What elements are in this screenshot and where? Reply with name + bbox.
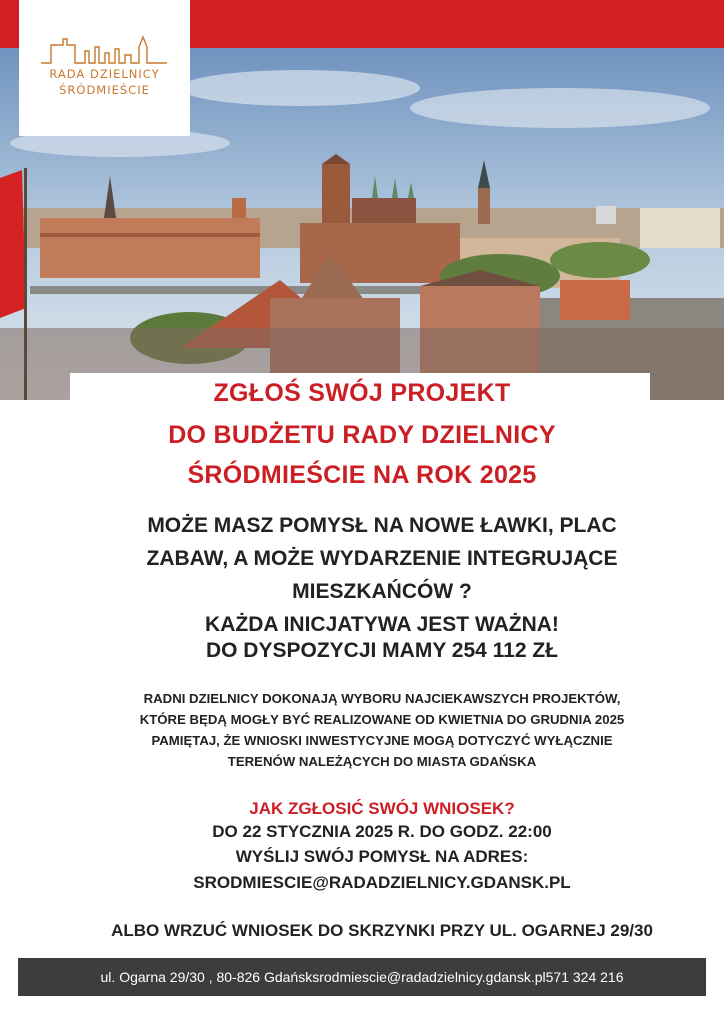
submission-email: SRODMIESCIE@RADADZIELNICY.GDANSK.PL [193,873,571,892]
budget-amount: DO DYSPOZYCJI MAMY 254 112 ZŁ [205,639,559,662]
intro-line3: MIESZKAŃCÓW ? [292,580,472,603]
footer-address: ul. Ogarna 29/30 , 80-826 Gdańsk [100,969,313,985]
city-skyline-logo-icon [41,33,167,65]
intro-line1: MOŻE MASZ POMYSŁ NA NOWE ŁAWKI, PLAC [147,514,617,537]
howto-title: JAK ZGŁOSIĆ SWÓJ WNIOSEK? [249,799,515,818]
logo-text-line1: RADA DZIELNICY [49,67,160,81]
note-line2: KTÓRE BĘDĄ MOGŁY BYĆ REALIZOWANE OD KWIETNIA DO GRUDNIA 2025 [139,712,625,727]
note-line3: PAMIĘTAJ, ŻE WNIOSKI INWESTYCYJNE MOGĄ DOTYCZYĆ WYŁĄCZNIE [151,733,613,748]
intro-line2: ZABAW, A MOŻE WYDARZENIE INTEGRUJĄCE [146,547,618,570]
footer-email: srodmiescie@radadzielnicy.gdansk.pl [312,969,546,985]
note-line4: TERENÓW NALEŻĄCYCH DO MIASTA GDAŃSKA [227,754,537,769]
headline-line3: ŚRÓDMIEŚCIE NA ROK 2025 [187,461,537,489]
headline-line2: DO BUDŻETU RADY DZIELNICY [168,421,556,449]
logo-text-line2: ŚRÓDMIEŚCIE [59,83,150,97]
footer-bar [18,958,706,996]
headline-line1: ZGŁOŚ SWÓJ PROJEKT [213,379,511,407]
logo [19,0,190,136]
footer-phone: 571 324 216 [545,969,624,985]
send-instruction: WYŚLIJ SWÓJ POMYSŁ NA ADRES: [235,847,529,866]
note-line1: RADNI DZIELNICY DOKONAJĄ WYBORU NAJCIEKAWSZYCH PROJEKTÓW, [143,691,621,706]
deadline-text: DO 22 STYCZNIA 2025 R. DO GODZ. 22:00 [212,822,552,841]
mailbox-alternative: ALBO WRZUĆ WNIOSEK DO SKRZYNKI PRZY UL. OGARNEJ 29/30 [111,921,653,940]
intro-line4: KAŻDA INICJATYWA JEST WAŻNA! [205,613,559,636]
